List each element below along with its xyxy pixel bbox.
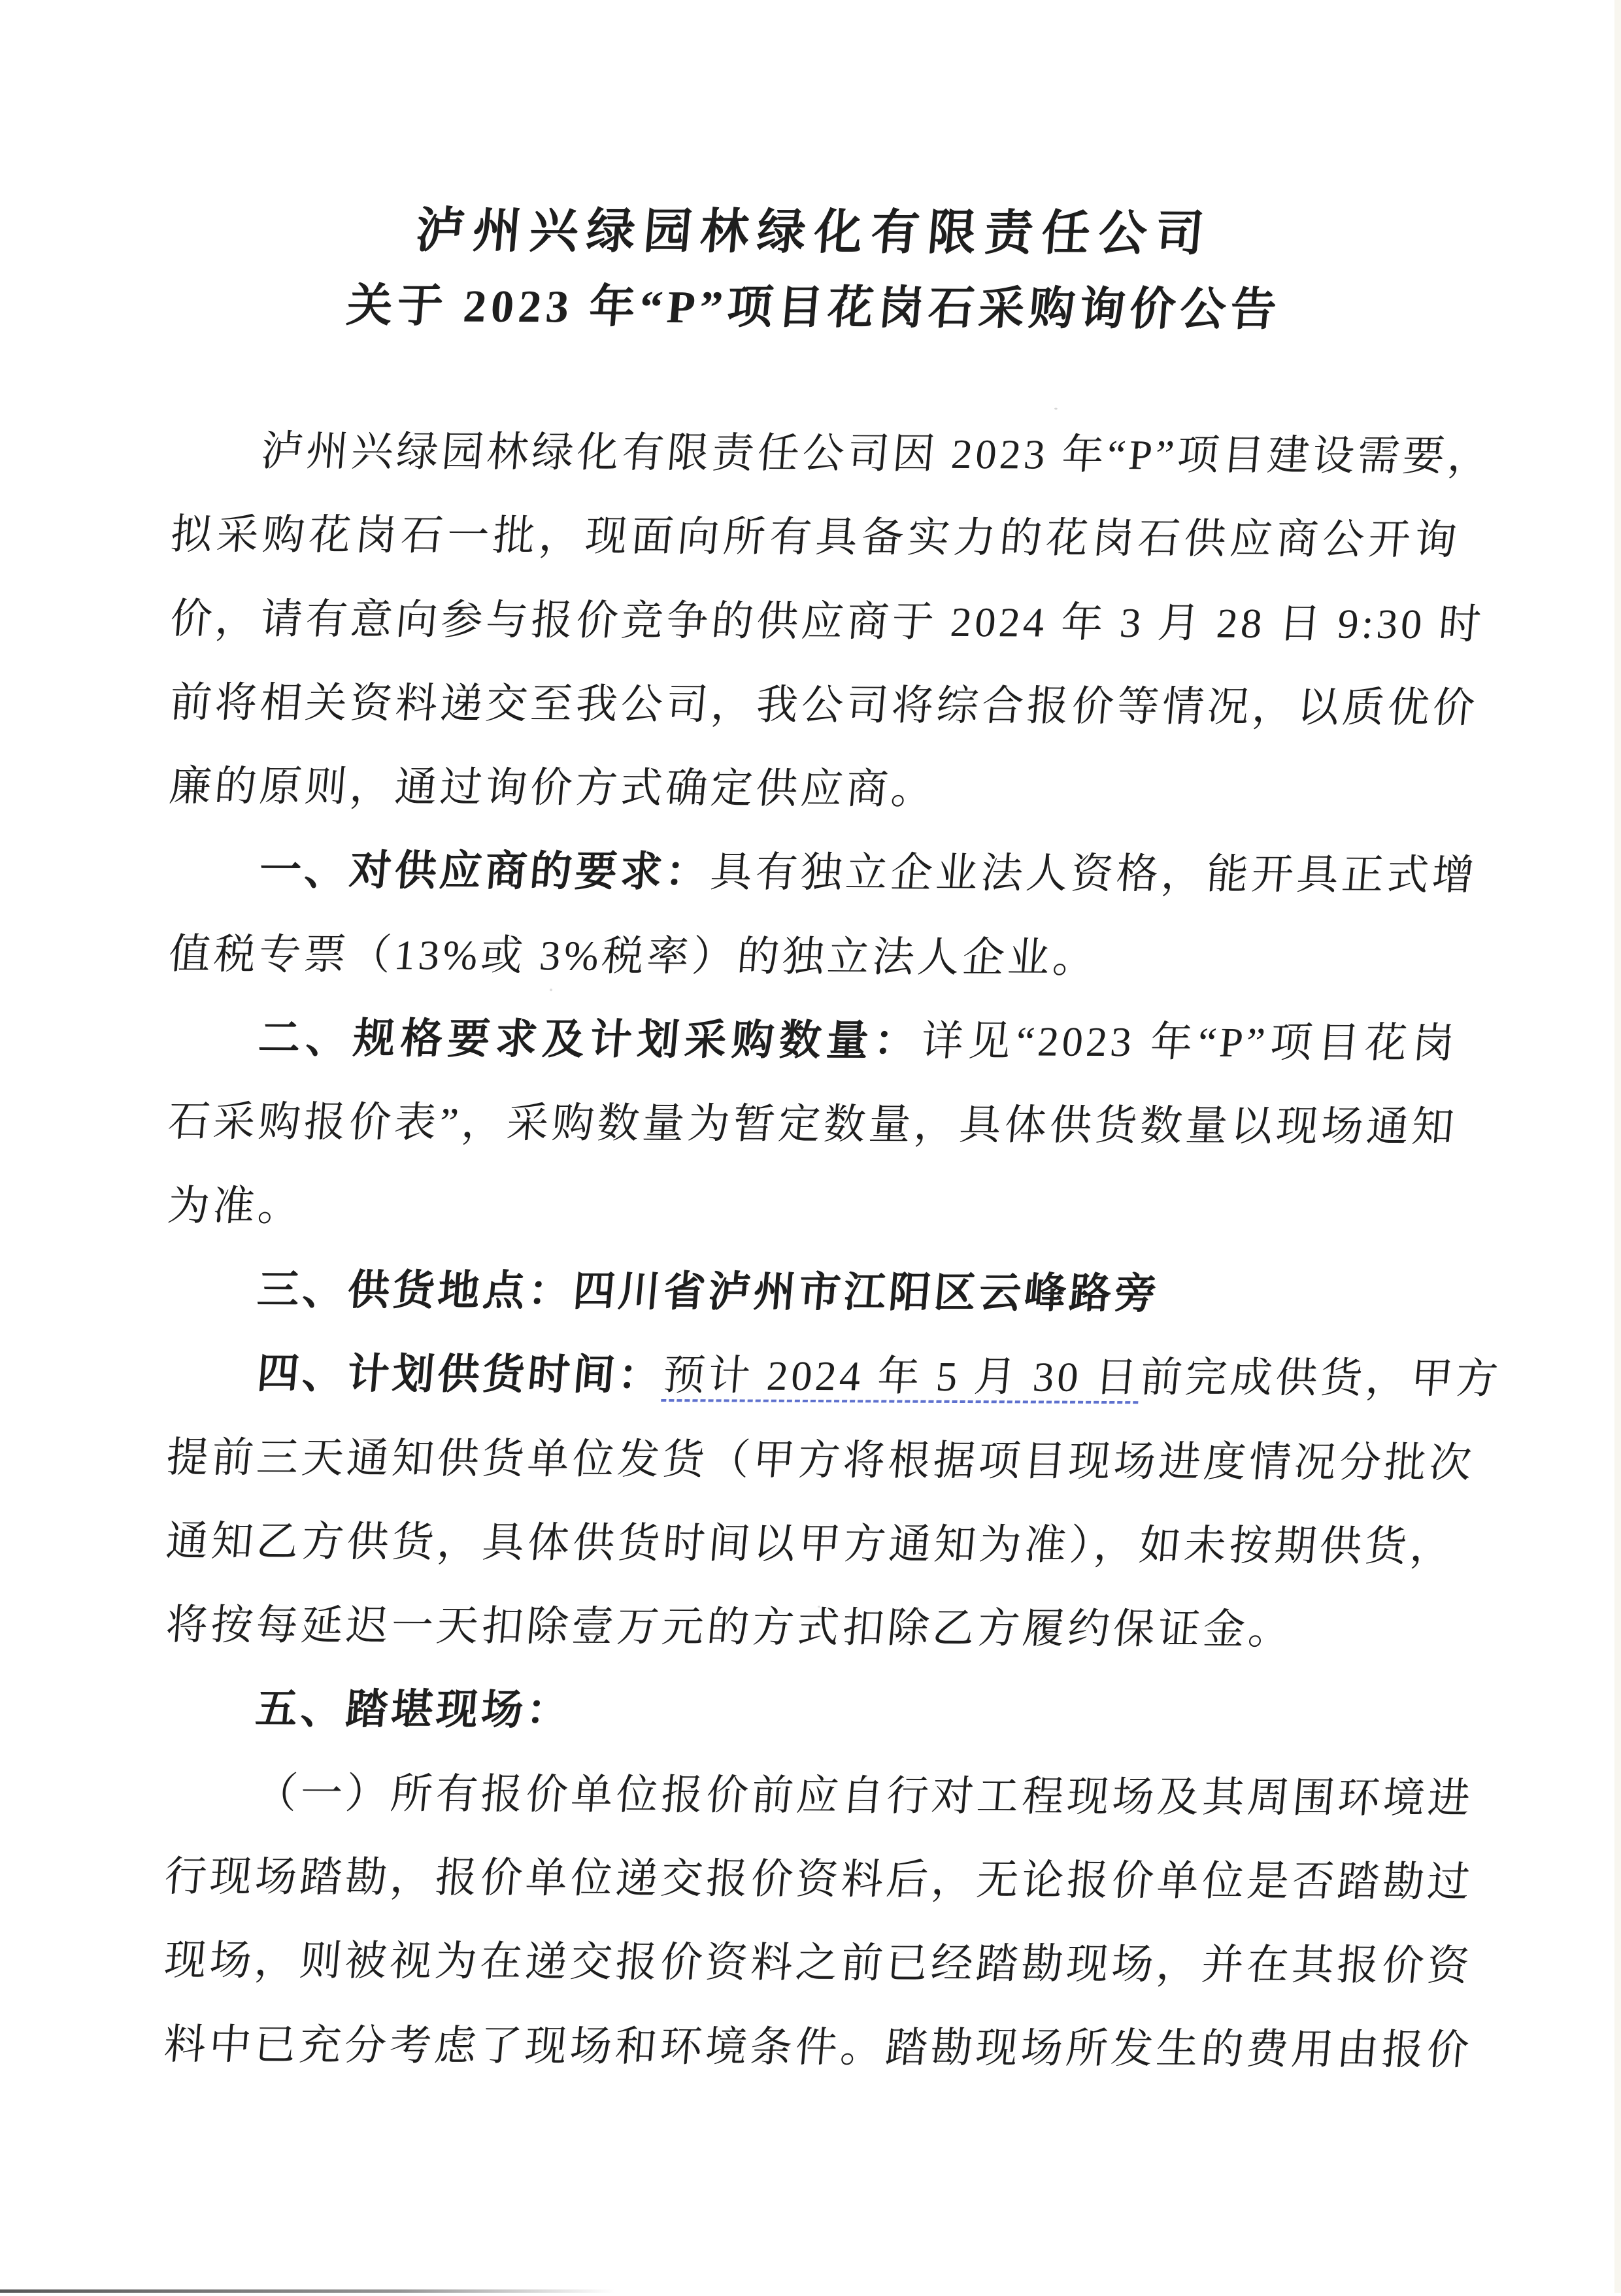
- section-heading: 二、规格要求及计划采购数量：: [256, 1015, 924, 1064]
- paragraph-line: [167, 409, 1496, 499]
- section-heading: 三、供货地点：四川省泸州市江阳区云峰路旁: [256, 1266, 1162, 1317]
- line-text: 详见“2023 年“P”项目花岗: [919, 1017, 1460, 1067]
- line-text: 拟采购花岗石一批，现面向所有具备实力的花岗石供应商公开询: [169, 511, 1462, 564]
- paragraph-line: [165, 913, 1462, 1002]
- line-text: 石采购报价表”，采购数量为暂定数量，具体供货数量以现场通知: [166, 1098, 1460, 1151]
- document-subtitle: 关于 2023 年“P”项目花岗石采购询价公告: [344, 280, 1283, 336]
- paragraph-line: [163, 1500, 1459, 1589]
- line-text: 前完成供货，甲方: [1138, 1354, 1503, 1402]
- paragraph-line: [161, 1835, 1475, 1925]
- paragraph-line: [165, 996, 1461, 1086]
- document-body: [162, 409, 1503, 2093]
- scan-speck: [550, 988, 552, 991]
- line-text: 为准。: [165, 1182, 305, 1230]
- scan-speck: [399, 1967, 401, 1969]
- paragraph-line: [167, 493, 1463, 582]
- scan-edge-artifact: [0, 2289, 614, 2293]
- line-text: 价，请有意向参与报价竞争的供应商于 2024 年 3 月 28 日 9:30 时: [168, 595, 1486, 648]
- paragraph-line: [162, 1583, 1458, 1673]
- paragraph-line: [167, 661, 1480, 751]
- line-text: 泸州兴绿园林绿化有限责任公司因 2023 年“P”项目建设需要，: [259, 428, 1496, 480]
- paragraph-line: [164, 1164, 1460, 1253]
- underlined-date: 预计 2024 年 5 月 30 日: [661, 1352, 1143, 1401]
- paragraph-line: [164, 1248, 1460, 1338]
- line-text: （一）所有报价单位报价前应自行对工程现场及其周围环境进: [253, 1770, 1475, 1822]
- section-heading: 一、对供应商的要求：: [257, 847, 712, 896]
- line-text: 廉的原则，通过询价方式确定供应商。: [167, 762, 939, 813]
- line-text: 前将相关资料递交至我公司，我公司将综合报价等情况，以质优价: [168, 679, 1480, 732]
- line-text: 通知乙方供货，具体供货时间以甲方通知为准），如未按期供货，: [164, 1517, 1458, 1570]
- scan-speck: [1054, 408, 1058, 410]
- paragraph-line: [166, 745, 1462, 834]
- document-title: 泸州兴绿园林绿化有限责任公司: [414, 204, 1214, 262]
- line-text: 行现场踏勘，报价单位递交报价资料后，无论报价单位是否踏勘过: [163, 1853, 1475, 1906]
- line-text: 具有独立企业法人资格，能开具正式增: [708, 849, 1479, 899]
- line-text: 现场，则被视为在递交报价资料之前已经踏勘现场，并在其报价资: [162, 1937, 1475, 1989]
- paragraph-line: [161, 2002, 1474, 2092]
- scan-edge-artifact: [1614, 0, 1621, 2293]
- line-text: 料中已充分考虑了现场和环境条件。踏勘现场所发生的费用由报价: [162, 2021, 1474, 2074]
- section-heading: 四、计划供货时间：: [255, 1350, 665, 1399]
- line-text: 将按每延迟一天扣除壹万元的方式扣除乙方履约保证金。: [163, 1601, 1295, 1653]
- paragraph-line: [165, 1080, 1461, 1170]
- paragraph-line: [162, 1667, 1458, 1757]
- paragraph-line: [167, 577, 1486, 666]
- paragraph-line: [161, 1919, 1475, 2008]
- scan-speck: [818, 1606, 820, 1608]
- paragraph-line: [163, 1415, 1477, 1505]
- line-text: 提前三天通知供货单位发货（甲方将根据项目现场进度情况分批次: [165, 1434, 1477, 1486]
- paragraph-line: [163, 1332, 1503, 1421]
- paragraph-line: [166, 828, 1479, 918]
- paragraph-line: [161, 1751, 1475, 1840]
- line-text: 值税专票（13%或 3%税率）的独立法人企业。: [167, 930, 1100, 981]
- section-heading: 五、踏堪现场：: [254, 1685, 574, 1734]
